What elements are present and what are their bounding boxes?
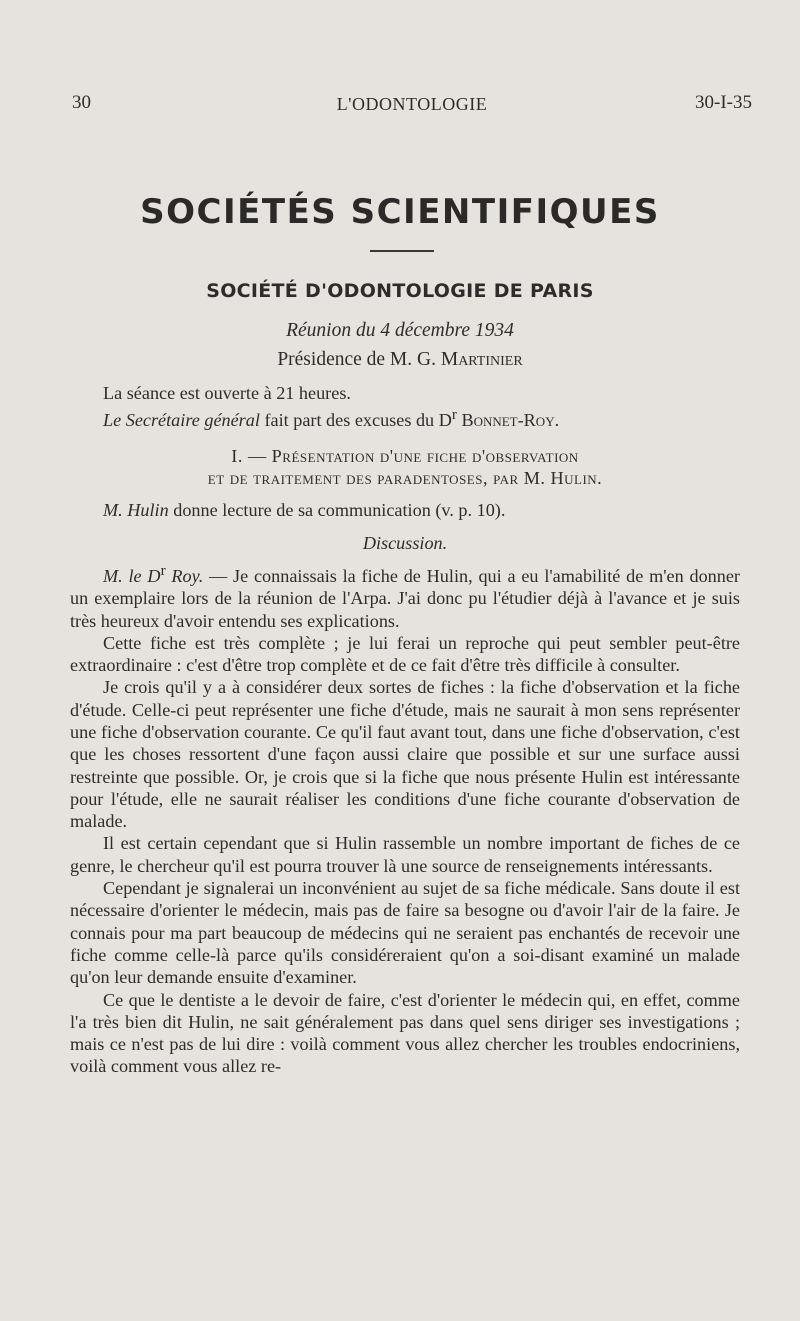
item-title-line1: I. — Présentation d'une fiche d'observation [231, 445, 579, 466]
secretary-title: Le Secrétaire général [103, 410, 260, 431]
communication-line [70, 499, 740, 521]
paragraph-1 [70, 560, 740, 632]
paragraph-3: Je crois qu'il y a à considérer deux sortes de fiches : la fiche d'observation et la fiche d'étude. Celle-ci peut représenter une fiche d'étude, mais ne saurait à mon sens représenter une fiche d'observation courante. Ce qu'il faut avant tout, dans une fiche d'observation, c'est que les choses ressortent d'une façon aussi claire que possible et sur une surface aussi restreinte que possible. Or, je crois que si la fiche que nous présente Hulin est intéressante pour l'étude, elle ne saurait réaliser les conditions d'une fiche courante d'observation de malade. [70, 677, 740, 832]
secretary-line [70, 404, 740, 431]
secretary-text: fait part des excuses du D [259, 410, 452, 431]
paragraph-1-text: — Je connaissais la fiche de Hulin, qui a eu l'amabilité de m'en donner un exemplaire lors de la réunion de l'Arpa. J'ai donc pu l'étudier déjà à l'avance et je suis très heureux d'avoir entendu ses explications. [70, 565, 740, 631]
discussion-heading: Discussion. [362, 532, 448, 553]
paragraph-5: Cependant je signalerai un inconvénient au sujet de sa fiche médicale. Sans doute il est nécessaire d'orienter le médecin, mais pas de faire sa besogne ou d'avoir l'air de la faire. Je connais pour ma part beaucoup de médecins qui ne seraient pas enchantés de recevoir une fiche comme celle-là parce qu'ils considéreraient qu'on a soi-disant examiné un malade qu'on leur demande ensuite d'examiner. [70, 878, 740, 988]
society-heading: SOCIÉTÉ D'ODONTOLOGIE DE PARIS [206, 280, 594, 302]
page-number: 30 [72, 92, 91, 113]
title-divider [370, 250, 434, 252]
presidency-prefix: Présidence de M. G. [277, 349, 441, 370]
excused-name: Bonnet-Roy. [456, 410, 560, 431]
paragraph-2: Cette fiche est très complète ; je lui ferai un reproche qui peut sembler peut-être extraordinaire : c'est d'être trop complète et de ce fait d'être très difficile à consulter. [70, 632, 740, 676]
speaker-roy-sup: r [160, 561, 166, 579]
section-title: SOCIÉTÉS SCIENTIFIQUES [140, 192, 660, 232]
speaker-roy-b: Roy. [165, 565, 204, 586]
running-header [72, 92, 752, 120]
paragraph-4: Il est certain cependant que si Hulin rassemble un nombre important de fiches de ce genre, le chercheur qu'il est pourra trouver là une source de renseignements intéressants. [70, 833, 740, 876]
opening-line: La séance est ouverte à 21 heures. [103, 383, 351, 403]
secretary-sup: r [451, 406, 457, 424]
paragraph-6: Ce que le dentiste a le devoir de faire, c'est d'orienter le médecin qui, en effet, comme l'a très bien dit Hulin, ne sait généralement pas dans quel sens diriger ses investigations ; mais ce n'est pas de lui dire : voilà comment vous allez chercher les troubles endocriniens, voilà comment vous allez re- [70, 989, 740, 1077]
issue-date: 30-I-35 [695, 92, 752, 113]
journal-name: L'ODONTOLOGIE [336, 94, 488, 114]
communication-text: donne lecture de sa communication (v. p. 10). [168, 500, 506, 521]
communication-speaker: M. Hulin [103, 500, 169, 521]
article-body [70, 376, 740, 1078]
president-name: Martinier [440, 349, 523, 370]
speaker-roy-a: M. le D [103, 565, 161, 586]
meeting-date: Réunion du 4 décembre 1934 [286, 320, 514, 341]
presidency-line [0, 349, 800, 371]
item-title-line2: et de traitement des paradentoses, par M. Hulin. [207, 467, 603, 488]
